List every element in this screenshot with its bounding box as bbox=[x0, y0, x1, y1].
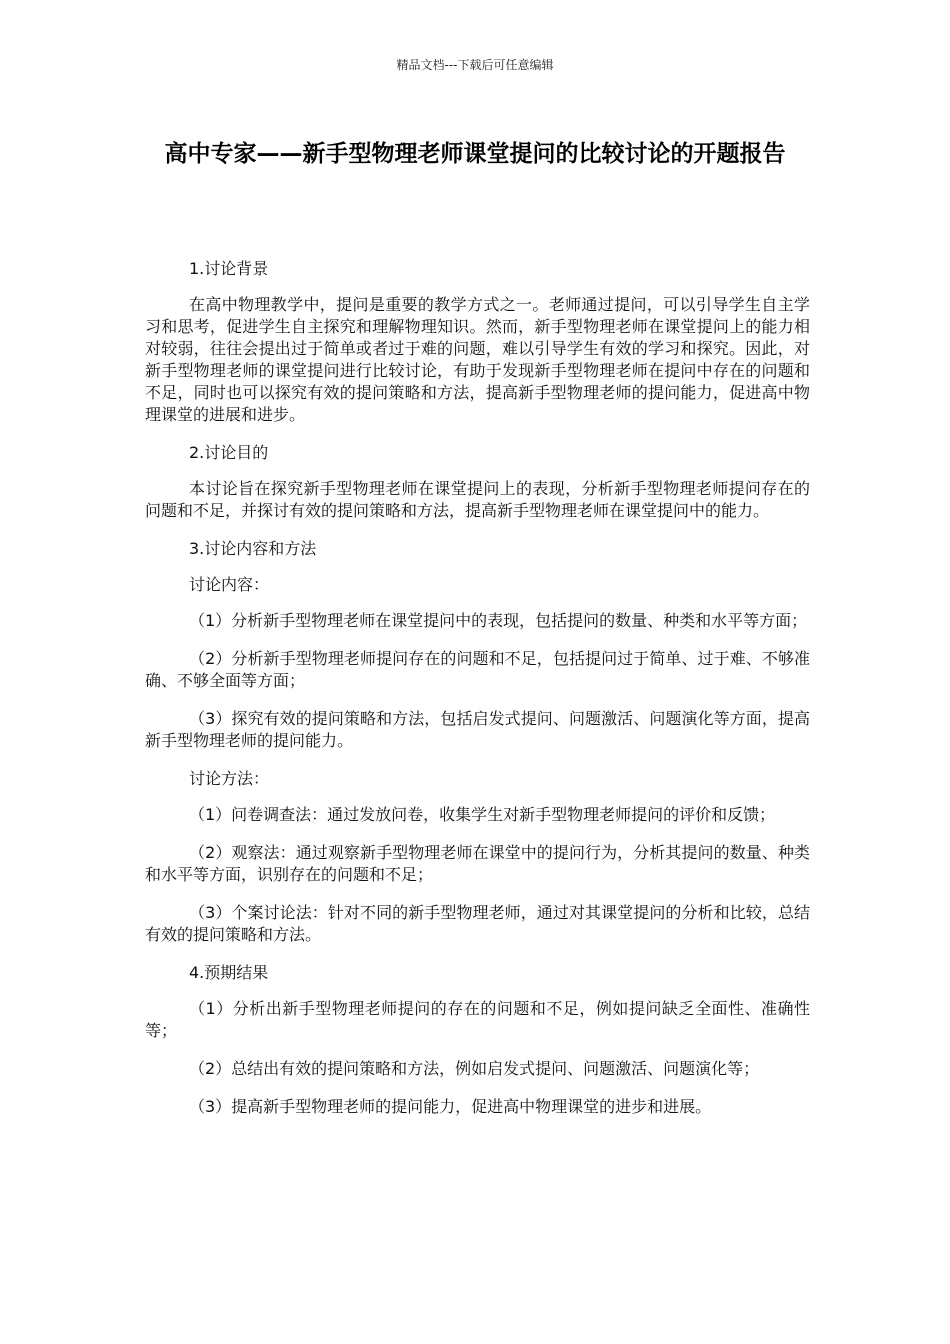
result-item-3: （3）提高新手型物理老师的提问能力，促进高中物理课堂的进步和进展。 bbox=[189, 1097, 712, 1116]
method-item-3: （3）个案讨论法：针对不同的新手型物理老师，通过对其课堂提问的分析和比较，总结有效的提问策略和方法。 bbox=[145, 903, 810, 944]
section-heading-results: 4.预期结果 bbox=[189, 963, 269, 982]
method-label: 讨论方法： bbox=[189, 769, 270, 788]
page-header: 精品文档---下载后可任意编辑 bbox=[396, 58, 554, 72]
content-item-2: （2）分析新手型物理老师提问存在的问题和不足，包括提问过于简单、过于难、不够准确、不够全面等方面； bbox=[145, 649, 810, 690]
content-label: 讨论内容： bbox=[189, 575, 270, 594]
purpose-paragraph: 本讨论旨在探究新手型物理老师在课堂提问上的表现，分析新手型物理老师提问存在的问题和不足，并探讨有效的提问策略和方法，提高新手型物理老师在课堂提问中的能力。 bbox=[145, 479, 810, 520]
document-title: 高中专家——新手型物理老师课堂提问的比较讨论的开题报告 bbox=[164, 141, 786, 167]
method-item-1: （1）问卷调查法：通过发放问卷，收集学生对新手型物理老师提问的评价和反馈； bbox=[189, 805, 776, 824]
section-heading-background: 1.讨论背景 bbox=[189, 259, 269, 278]
method-item-2: （2）观察法：通过观察新手型物理老师在课堂中的提问行为，分析其提问的数量、种类和水平等方面，识别存在的问题和不足； bbox=[145, 843, 810, 884]
result-item-1: （1）分析出新手型物理老师提问的存在的问题和不足，例如提问缺乏全面性、准确性等； bbox=[145, 999, 810, 1040]
document-body bbox=[145, 258, 810, 1134]
result-item-2: （2）总结出有效的提问策略和方法，例如启发式提问、问题激活、问题演化等； bbox=[189, 1059, 760, 1078]
section-heading-content-method: 3.讨论内容和方法 bbox=[189, 539, 317, 558]
section-heading-purpose: 2.讨论目的 bbox=[189, 443, 269, 462]
background-paragraph: 在高中物理教学中，提问是重要的教学方式之一。老师通过提问，可以引导学生自主学习和思考，促进学生自主探究和理解物理知识。然而，新手型物理老师在课堂提问上的能力相对较弱，往往会提出过于简单或者过于难的问题，难以引导学生有效的学习和探究。因此，对新手型物理老师的课堂提问进行比较讨论，有助于发现新手型物理老师在提问中存在的问题和不足，同时也可以探究有效的提问策略和方法，提高新手型物理老师的提问能力，促进高中物理课堂的进展和进步。 bbox=[145, 295, 810, 424]
content-item-3: （3）探究有效的提问策略和方法，包括启发式提问、问题激活、问题演化等方面，提高新手型物理老师的提问能力。 bbox=[145, 709, 810, 750]
content-item-1: （1）分析新手型物理老师在课堂提问中的表现，包括提问的数量、种类和水平等方面； bbox=[189, 611, 808, 630]
